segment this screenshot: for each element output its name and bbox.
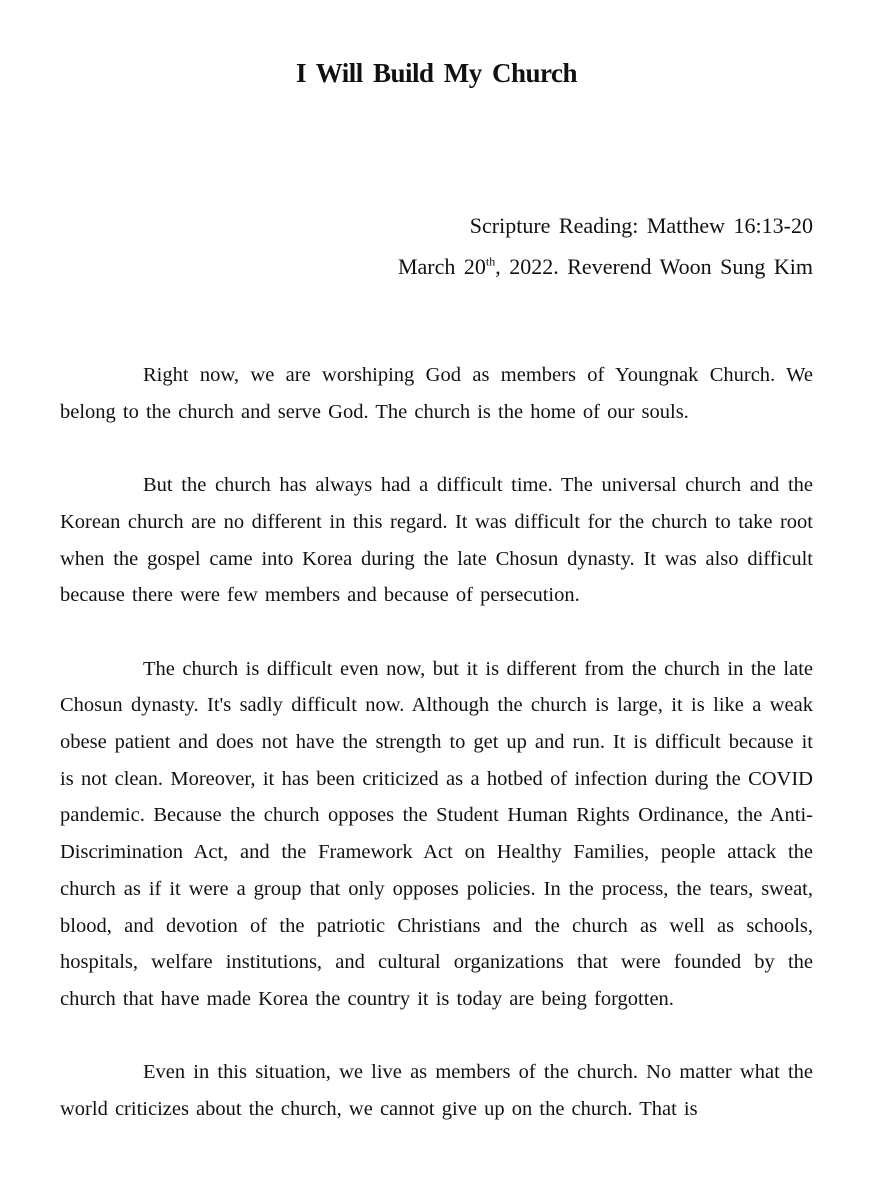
date-prefix: March 20 [397, 254, 486, 279]
paragraph: The church is difficult even now, but it is different from the church in the late Chosun dynasty. It's sadly difficult now. Although the church is large, it is like a weak obese patient and does not have the strength to get up and run. It is difficult because it is not clean. Moreover, it has been criticized as a hotbed of infection during the COVID pandemic. Because the church opposes the Student Human Rights Ordinance, the Anti-Discrimination Act, and the Framework Act on Healthy Families, people attack the church as if it were a group that only opposes policies. In the process, the tears, sweat, blood, and devotion of the patriotic Christians and the church as well as schools, hospitals, welfare institutions, and cultural organizations that were founded by the church that have made Korea the country it is today are being forgotten. [60, 657, 813, 1010]
paragraph: Right now, we are worshiping God as members of Youngnak Church. We belong to the church and serve God. The church is the home of our souls. [60, 364, 813, 423]
paragraph: But the church has always had a difficult time. The universal church and the Korean church are no different in this regard. It was difficult for the church to take root when the gospel came into Korea during the late Chosun dynasty. It was also difficult because there were few members and because of persecution. [60, 474, 813, 607]
date-ordinal-suffix: th [485, 254, 496, 269]
sermon-date-author [398, 246, 813, 287]
sermon-body [60, 357, 813, 1164]
document-title: I Will Build My Church [295, 58, 578, 88]
sermon-meta [398, 205, 813, 287]
date-rest: , 2022. Reverend Woon Sung Kim [495, 254, 813, 279]
scripture-reading: Scripture Reading: Matthew 16:13-20 [469, 213, 813, 238]
paragraph: Even in this situation, we live as members of the church. No matter what the world criticizes about the church, we cannot give up on the church. That is [60, 1061, 813, 1121]
